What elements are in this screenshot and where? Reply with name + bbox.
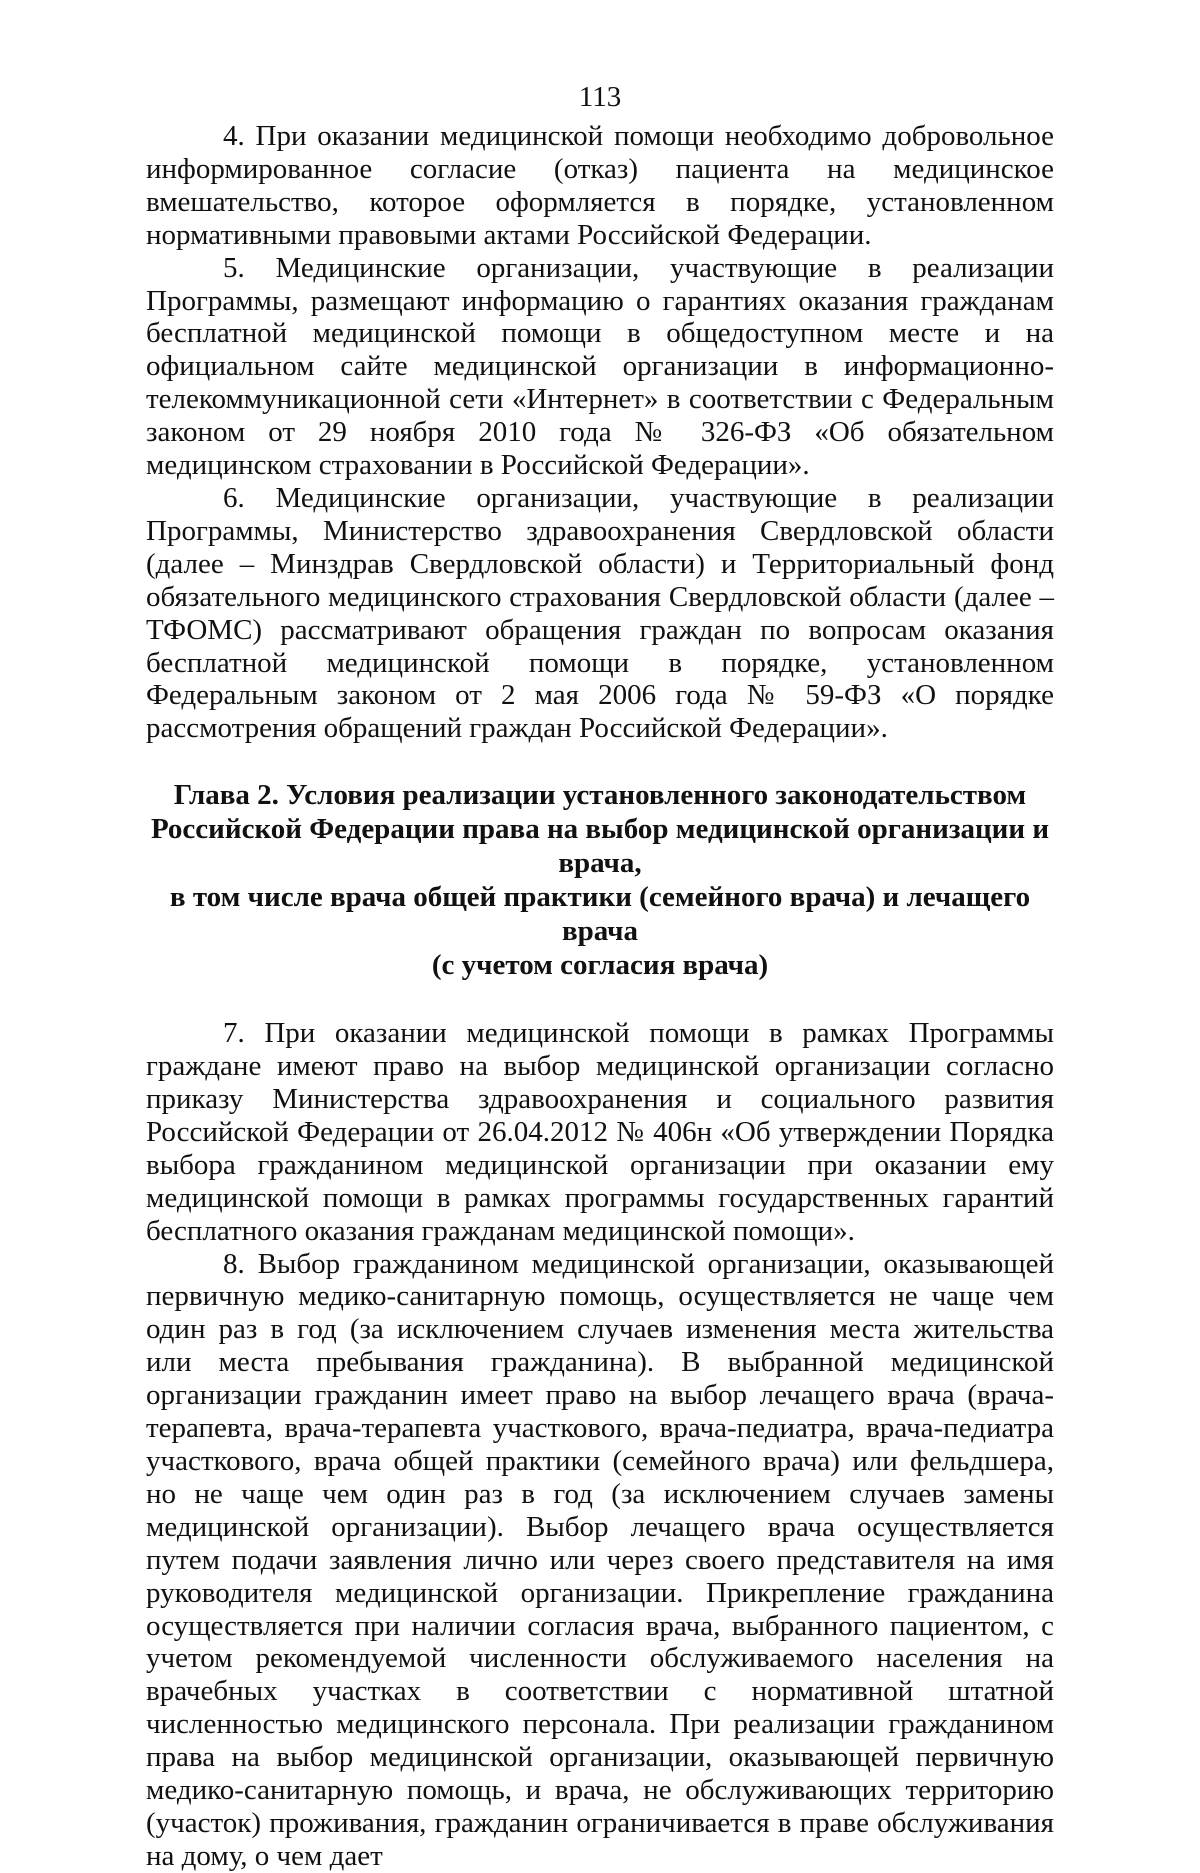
paragraph-7: 7. При оказании медицинской помощи в рамках Программы граждане имеют право на выбор медицинской организации согласно приказу Министерства здравоохранения и социального развития Российской Федерации от 26.04.2012 № 406н «Об утверждении Порядка выбора гражданином медицинской организации при оказании ему медицинской помощи в рамках программы государственных гарантий бесплатного оказания гражданам медицинской помощи». [146, 1017, 1054, 1247]
paragraph-5: 5. Медицинские организации, участвующие в реализации Программы, размещают информацию о гарантиях оказания гражданам бесплатной медицинской помощи в общедоступном месте и на официальном сайте медицинской организации в информационно-телекоммуникационной сети «Интернет» в соответствии с Федеральным законом от 29 ноября 2010 года № 326-ФЗ «Об обязательном медицинском страховании в Российской Федерации». [146, 251, 1054, 482]
chapter-heading-line: (с учетом согласия врача) [431, 949, 769, 982]
paragraph-6: 6. Медицинские организации, участвующие в реализации Программы, Министерство здравоохранения Свердловской области (далее – Минздрав Свердловской области) и Территориальный фонд обязательного медицинского страхования Свердловской области (далее – ТФОМС) рассматривают обращения граждан по вопросам оказания бесплатной медицинской помощи в порядке, установленном Федеральным законом от 2 мая 2006 года № 59-ФЗ «О порядке рассмотрения обращений граждан Российской Федерации». [146, 481, 1054, 745]
chapter-heading-line: в том числе врача общей практики (семейного врача) и лечащего врача [169, 881, 1031, 948]
chapter-heading [146, 778, 1054, 982]
document-body [146, 120, 1054, 1873]
paragraph-8: 8. Выбор гражданином медицинской организации, оказывающей первичную медико-санитарную помощь, осуществляется не чаще чем один раз в год (за исключением случаев изменения места жительства или места пребывания гражданина). В выбранной медицинской организации гражданин имеет право на выбор лечащего врача (врача-терапевта, врача-терапевта участкового, врача-педиатра, врача-педиатра участкового, врача общей практики (семейного врача) или фельдшера, но не чаще чем один раз в год (за исключением случаев замены медицинской организации). Выбор лечащего врача осуществляется путем подачи заявления лично или через своего представителя на имя руководителя медицинской организации. Прикрепление гражданина осуществляется при наличии согласия врача, выбранного пациентом, с учетом рекомендуемой численности обслуживаемого населения на врачебных участках в соответствии с нормативной штатной численностью медицинского персонала. При реализации гражданином права на выбор медицинской организации, оказывающей первичную медико-санитарную помощь, и врача, не обслуживающих территорию (участок) проживания, гражданин ограничивается в праве обслуживания на дому, о чем дает [146, 1247, 1054, 1872]
page-number: 113 [578, 81, 622, 113]
chapter-heading-line: Глава 2. Условия реализации установленного законодательством [173, 779, 1027, 812]
chapter-heading-line: Российской Федерации права на выбор медицинской организации и врача, [150, 813, 1050, 880]
paragraph-4: 4. При оказании медицинской помощи необходимо добровольное информированное согласие (отказ) пациента на медицинское вмешательство, которое оформляется в порядке, установленном нормативными правовыми актами Российской Федерации. [146, 120, 1054, 251]
